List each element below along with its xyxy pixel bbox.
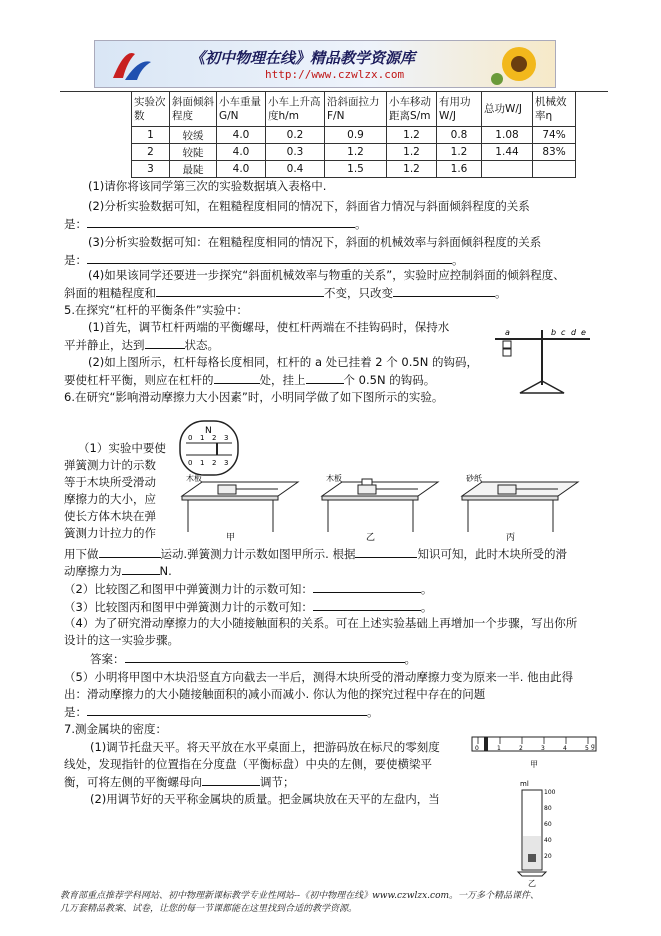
gauge-tick-label: 2 <box>212 459 217 467</box>
table-cell: 4.0 <box>217 161 266 178</box>
table-row <box>132 161 576 178</box>
q4-part2-line1: (2)分析实验数据可知，在粗糙程度相同的情况下，斜面省力情况与斜面倾斜程度的关系 <box>88 199 530 213</box>
wood-block-icon <box>498 485 516 494</box>
surface-label: 木板 <box>186 474 202 483</box>
q4-part1: (1)请你将该同学第三次的实验数据填入表格中. <box>88 179 327 193</box>
cylinder-tick-label: 80 <box>544 805 552 812</box>
q6-p1-line: 等于木块所受滑动 <box>64 475 156 489</box>
figure-jia <box>182 474 298 543</box>
q5-title: 5.在探究“杠杆的平衡条件”实验中： <box>64 303 248 317</box>
table-cell: 4.0 <box>217 144 266 161</box>
table-cell: 1.08 <box>482 127 533 144</box>
ruler-tick-label: 3 <box>541 745 545 752</box>
q6-part3 <box>64 598 432 615</box>
q6-end: 。 <box>367 705 379 719</box>
q6-end: 。 <box>404 652 416 666</box>
q5-part1-blank[interactable] <box>145 336 185 349</box>
q6-p1-line-d <box>64 562 172 579</box>
table-header-cell: 小车移动距离S/m <box>387 92 437 127</box>
cylinder-tick-label: 60 <box>544 821 552 828</box>
q5-part1-text-a: 平并静止，达到 <box>64 338 145 352</box>
q5-part1-text-b: 状态。 <box>184 338 219 352</box>
weight-icon <box>362 479 372 485</box>
q4-part3-prefix: 是： <box>64 253 87 267</box>
ruler-tick-label: 4 <box>563 745 567 752</box>
cylinder-tick-label: 100 <box>544 789 556 796</box>
q6-part5-line2: 出：滑动摩擦力的大小随接触面积的减小而减小. 你认为他的探究过程中存在的问题 <box>64 687 486 701</box>
q6-part5-line1: （5）小明将甲图中木块沿竖直方向截去一半后，测得木块所受的滑动摩擦力变为原来一半. 他由此得 <box>64 670 574 684</box>
table-cell-blank[interactable] <box>482 161 533 178</box>
q7-title: 7.测金属块的密度： <box>64 722 167 736</box>
figure-yi <box>322 474 438 543</box>
table-header-cell: 沿斜面拉力F/N <box>325 92 387 127</box>
table-cell: 较陡 <box>170 144 217 161</box>
table-cell: 1 <box>132 127 170 144</box>
graduated-cylinder-figure <box>516 776 566 888</box>
q7-text: 衡，可将左侧的平衡螺母向 <box>64 775 202 789</box>
q4-part2-prefix: 是： <box>64 217 87 231</box>
q5-part1-line2 <box>64 336 219 353</box>
q5-part2-text-b: 处，挂上 <box>259 373 306 387</box>
table-cell: 1.2 <box>325 144 387 161</box>
page-footer <box>60 890 620 916</box>
gauge-tick-label: 0 <box>188 459 193 467</box>
q6-end: 。 <box>420 582 433 596</box>
water-level <box>523 836 541 869</box>
q6-motion-blank[interactable] <box>99 545 161 558</box>
q5-part2-line1: (2)如上图所示，杠杆每格长度相同，杠杆的 a 处已挂着 2 个 0.5N 的钩码， <box>88 355 478 369</box>
wood-block-icon <box>218 485 236 494</box>
q4-part4-text-b: 不变，只改变 <box>324 286 393 300</box>
lever-label-d: d <box>571 328 577 337</box>
q6-answer-blank[interactable] <box>125 650 405 663</box>
lever-label-a: a <box>505 328 510 337</box>
q4-part4-blank-b[interactable] <box>393 284 495 297</box>
table-cell: 0.4 <box>266 161 325 178</box>
lever-label-e: e <box>581 328 586 337</box>
q4-part4-line1: (4)如果该同学还要进一步探究“斜面机械效率与物重的关系”，实验时应控制斜面的倾斜程度、 <box>88 268 565 282</box>
cylinder-tick-label: 20 <box>544 853 552 860</box>
cylinder-unit-label: ml <box>520 780 529 788</box>
q6-p1-line: 弹簧测力计的示数 <box>64 458 156 472</box>
q6-part3-blank[interactable] <box>313 598 421 611</box>
table-cell: 0.2 <box>266 127 325 144</box>
q5-part2-text-c: 个 0.5N 的钩码。 <box>343 373 436 387</box>
q4-part3-end: 。 <box>452 253 464 267</box>
q4-part2-blank[interactable] <box>87 215 355 228</box>
q6-knowledge-blank[interactable] <box>355 545 417 558</box>
q6-answer-label: 答案： <box>90 652 125 666</box>
q4-part4-text-a: 斜面的粗糙程度和 <box>64 286 156 300</box>
q6-text: 是： <box>64 705 87 719</box>
ruler-unit-label: g <box>591 743 595 750</box>
rider-weight <box>484 737 488 751</box>
ruler-tick-label: 1 <box>497 745 501 752</box>
table-cell: 1.2 <box>437 144 482 161</box>
footer-line: 教育部重点推荐学科网站、初中物理新课标教学专业性网站--《初中物理在线》www.czwlzx.com。一万多个精品课件、 <box>60 891 540 901</box>
friction-figures <box>178 474 598 544</box>
q6-text: （2）比较图乙和图甲中弹簧测力计的示数可知： <box>64 582 313 596</box>
gauge-unit-label: N <box>205 426 212 436</box>
cylinder-tick-label: 40 <box>544 837 552 844</box>
table-cell: 4.0 <box>217 127 266 144</box>
table-cell: 0.3 <box>266 144 325 161</box>
gauge-tick-label: 3 <box>224 459 229 467</box>
q6-p1-line: 使长方体木块在弹 <box>64 509 156 523</box>
balance-ruler-figure <box>470 735 600 773</box>
q6-part4-line2: 设计的这一实验步骤。 <box>64 633 179 647</box>
figure-label: 丙 <box>506 533 516 543</box>
table-cell: 1.5 <box>325 161 387 178</box>
q6-text: 运动.弹簧测力计示数如图甲所示. 根据 <box>160 547 356 561</box>
lever-label-b: b <box>551 328 557 337</box>
q6-friction-blank[interactable] <box>122 562 160 575</box>
gauge-pointer <box>216 443 218 455</box>
figure-label: 乙 <box>366 533 376 543</box>
q7-direction-blank[interactable] <box>202 773 260 786</box>
q7-part1-line3 <box>64 773 295 790</box>
table-cell: 1.2 <box>387 127 437 144</box>
q4-part2-line2 <box>64 215 367 232</box>
q6-p1-line-c <box>64 545 567 562</box>
q5-part1-line1: (1)首先，调节杠杆两端的平衡螺母，使杠杆两端在不挂钩码时，保持水 <box>88 320 450 334</box>
table-cell: 1.2 <box>387 144 437 161</box>
table-cell: 83% <box>533 144 576 161</box>
table-cell: 最陡 <box>170 161 217 178</box>
q5-part2-blank-a[interactable] <box>214 371 260 384</box>
q5-part2-blank-b[interactable] <box>306 371 344 384</box>
table-header-cell: 实验次数 <box>132 92 170 127</box>
q6-title: 6.在研究“影响滑动摩擦力大小因素”时，小明同学做了如下图所示的实验。 <box>64 390 444 404</box>
q4-part4-end: 。 <box>495 286 507 300</box>
footer-line: 几万套精品教案、试卷，让您的每一节课都能在这里找到合适的教学资源。 <box>60 904 358 914</box>
table-row <box>132 127 576 144</box>
gauge-tick-label: 0 <box>188 434 193 442</box>
lever-figure <box>490 325 595 397</box>
q6-text: 动摩擦力为 <box>64 564 122 578</box>
table-cell: 1.6 <box>437 161 482 178</box>
q4-part3-blank[interactable] <box>87 251 452 264</box>
table-cell: 1.2 <box>387 161 437 178</box>
q5-part2-line2 <box>64 371 435 388</box>
table-cell: 74% <box>533 127 576 144</box>
ruler-tick-label: 5 <box>585 745 589 752</box>
q6-part2-blank[interactable] <box>313 580 421 593</box>
q4-part4-blank-a[interactable] <box>156 284 324 297</box>
q4-part3-line2 <box>64 251 464 268</box>
q7-part1-line1: (1)调节托盘天平。将天平放在水平桌面上，把游码放在标尺的零刻度 <box>90 740 440 754</box>
q4-part3-line1: (3)分析实验数据可知：在粗糙程度相同的情况下，斜面的机械效率与斜面倾斜程度的关系 <box>88 235 542 249</box>
table-cell-blank[interactable] <box>533 161 576 178</box>
lever-label-c: c <box>561 328 566 337</box>
q6-text: （3）比较图丙和图甲中弹簧测力计的示数可知： <box>64 600 313 614</box>
spring-scale-gauge <box>178 419 240 477</box>
q6-text: N. <box>159 564 172 578</box>
gauge-tick-label: 3 <box>224 434 229 442</box>
figure-label: 甲 <box>530 760 538 769</box>
ruler-tick-label: 2 <box>519 745 523 752</box>
q5-part2-text-a: 要使杠杆平衡，则应在杠杆的 <box>64 373 214 387</box>
table-cell: 0.8 <box>437 127 482 144</box>
weight-icon <box>503 349 511 356</box>
figure-label: 乙 <box>528 879 536 888</box>
ruler-tick-label: 0 <box>475 745 479 752</box>
sunflower-icon <box>489 43 549 85</box>
table-header-cell: 机械效率η <box>533 92 576 127</box>
site-banner <box>94 40 556 88</box>
table-row <box>132 144 576 161</box>
q7-part2-line1: (2)用调节好的天平称金属块的质量。把金属块放在天平的左盘内，当 <box>90 792 440 806</box>
q6-p1-line: （1）实验中要使 <box>78 441 166 455</box>
table-header-row <box>132 92 576 127</box>
figure-label: 甲 <box>226 533 236 543</box>
metal-block-icon <box>528 854 536 862</box>
table-header-cell: 斜面倾斜程度 <box>170 92 217 127</box>
incline-data-table <box>131 91 576 178</box>
q6-part5-blank[interactable] <box>87 703 367 716</box>
site-logo-icon <box>105 44 157 84</box>
table-cell: 3 <box>132 161 170 178</box>
gauge-tick-label: 1 <box>200 434 205 442</box>
banner-url[interactable]: http://www.czwlzx.com <box>265 68 405 81</box>
q6-part5-line3 <box>64 703 379 720</box>
q4-part4-line2 <box>64 284 507 301</box>
q6-answer-line <box>90 650 416 667</box>
table-cell: 0.9 <box>325 127 387 144</box>
surface-label: 木板 <box>326 474 342 483</box>
q6-p1-line: 簧测力计拉力的作 <box>64 526 156 540</box>
q7-part1-line2: 线处，发现指针的位置指在分度盘（平衡标盘）中央的左侧，要使横梁平 <box>64 757 432 771</box>
table-cell: 2 <box>132 144 170 161</box>
surface-label: 砂纸 <box>466 474 482 483</box>
q6-part4-line1: （4）为了研究滑动摩擦力的大小随接触面积的关系。可在上述实验基础上再增加一个步骤，写出你所 <box>64 616 578 630</box>
gauge-tick-label: 2 <box>212 434 217 442</box>
q7-text: 调节； <box>260 775 295 789</box>
table-cell: 较缓 <box>170 127 217 144</box>
banner-title: 《初中物理在线》精品教学资源库 <box>190 49 416 67</box>
q6-p1-line: 摩擦力的大小，应 <box>64 492 156 506</box>
wood-block-icon <box>358 485 376 494</box>
table-header-cell: 有用功W/J <box>437 92 482 127</box>
q6-part2 <box>64 580 432 597</box>
q6-end: 。 <box>420 600 433 614</box>
table-header-cell: 小车重量G/N <box>217 92 266 127</box>
table-header-cell: 总功W/J <box>482 92 533 127</box>
table-header-cell: 小车上升高度h/m <box>266 92 325 127</box>
q6-text: 知识可知，此时木块所受的滑 <box>417 547 567 561</box>
table-cell: 1.44 <box>482 144 533 161</box>
figure-bing <box>462 474 578 543</box>
gauge-tick-label: 1 <box>200 459 205 467</box>
q4-part2-end: 。 <box>355 217 367 231</box>
q6-text: 用下做 <box>64 547 99 561</box>
weight-icon <box>503 341 511 348</box>
